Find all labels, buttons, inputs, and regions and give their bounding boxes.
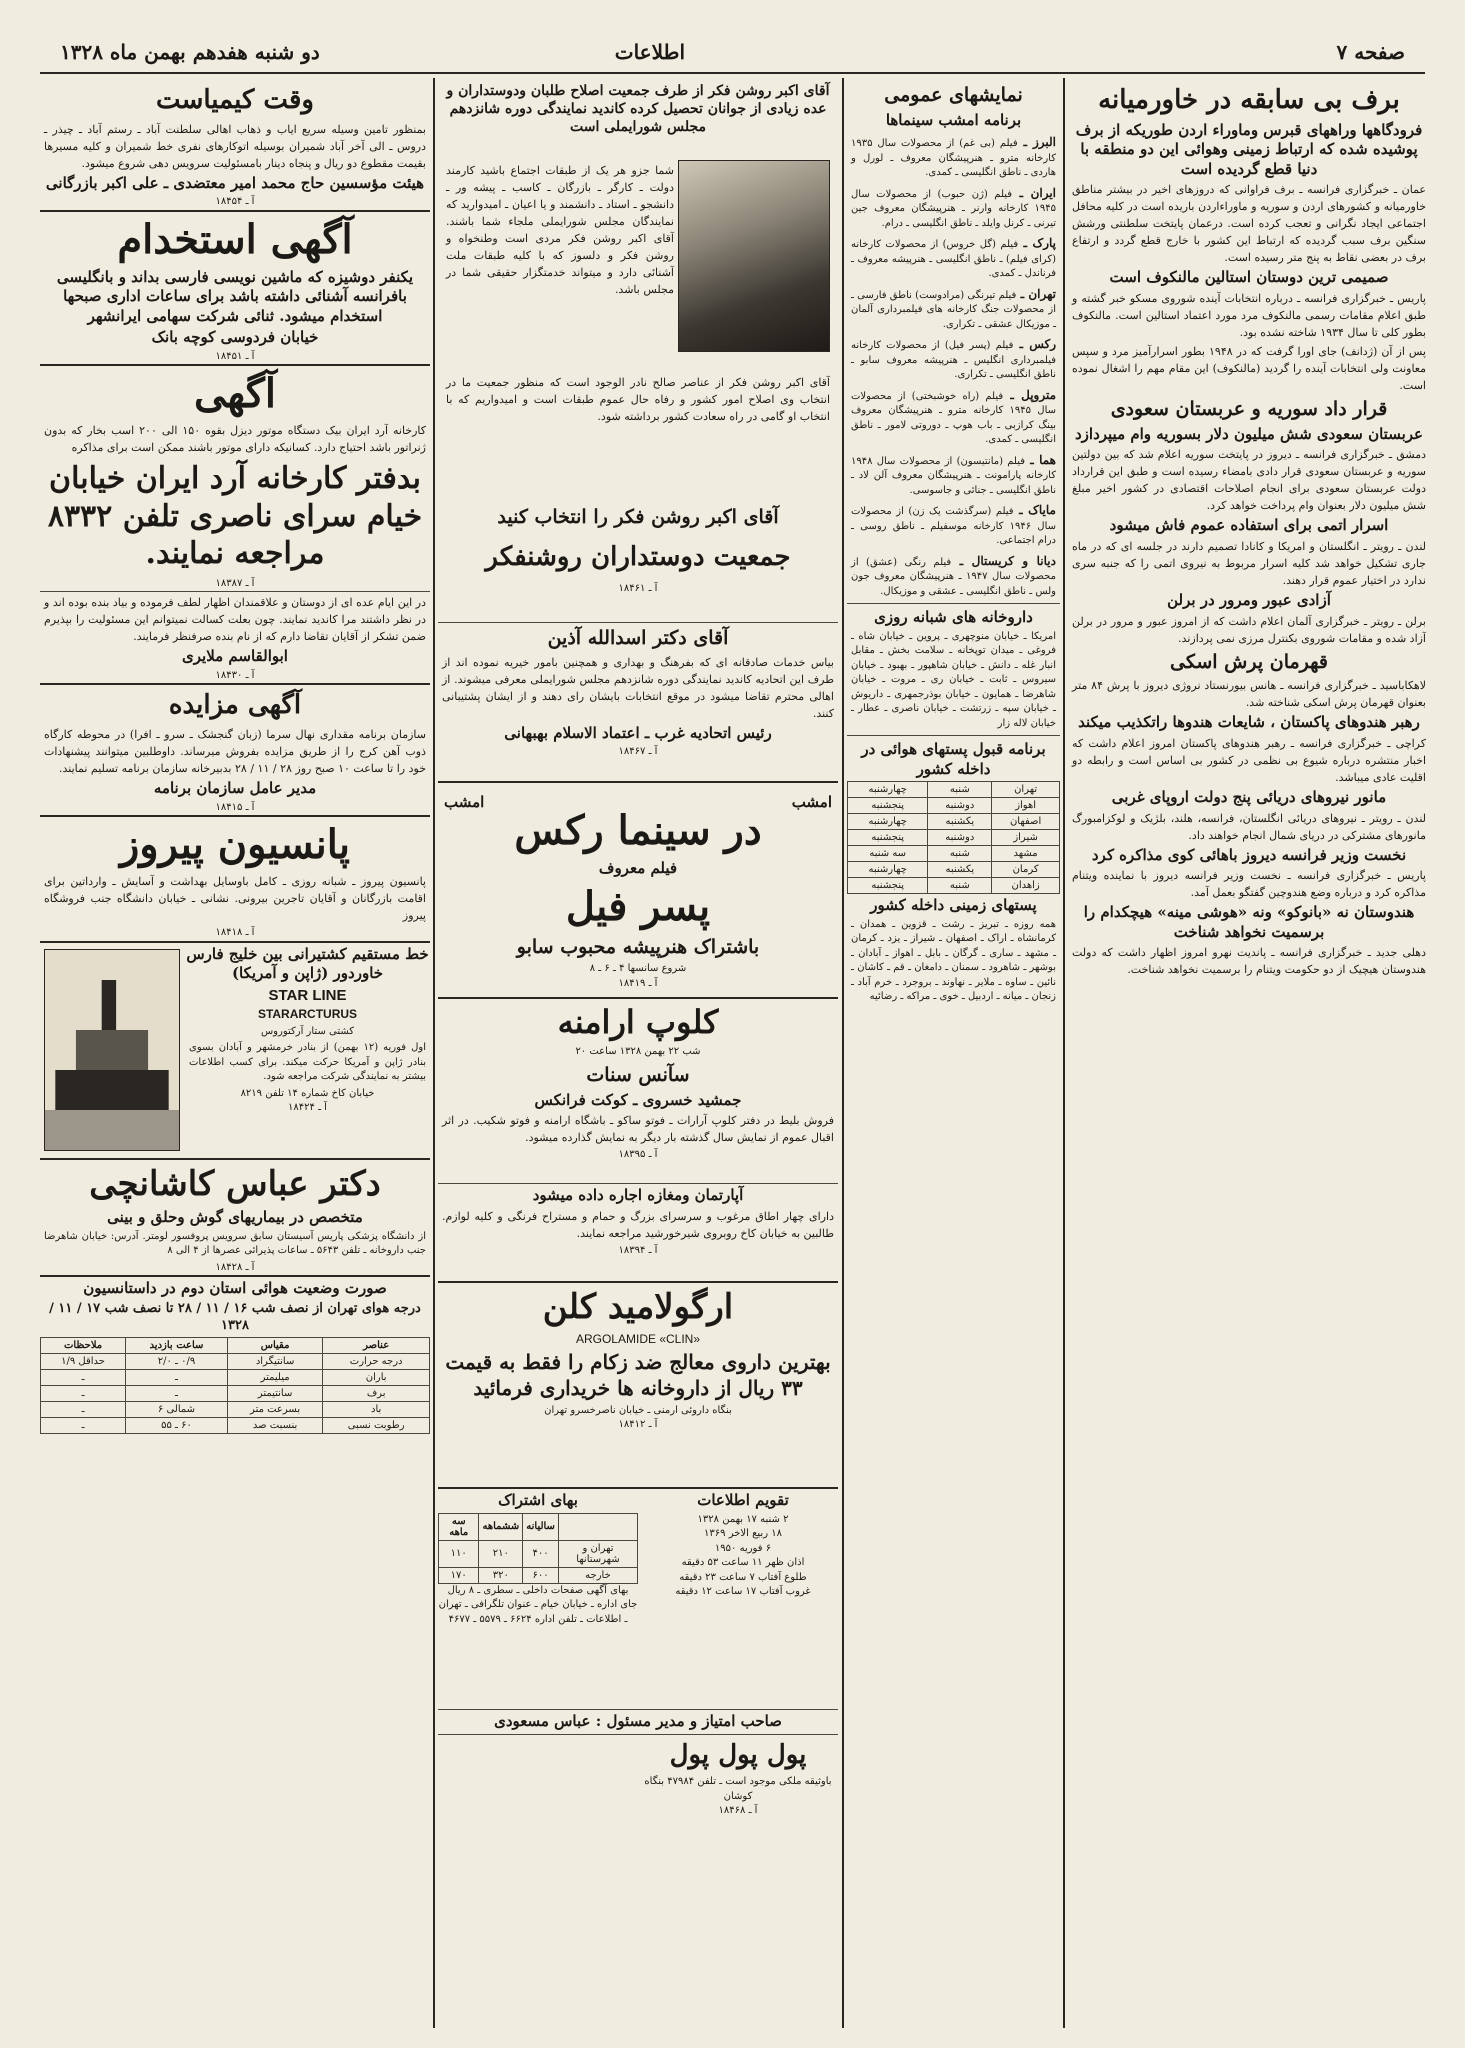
cinema-listing [851,336,1056,383]
thanks-notice [40,594,430,683]
rex-title: در سینما رکس [514,807,762,854]
cinema-listing [851,134,1056,181]
table-row [848,814,1060,830]
auction-ad [40,689,430,815]
cinema-name: پارک ـ [1018,236,1056,251]
table-header-cell: سه ماهه [439,1513,479,1540]
flour-ad-address: بدفتر کارخانه آرد ایران خیابان خیام سرای ناصری تلفن ۸۳۳۲ مراجعه نمایند. [47,461,423,572]
auction-signature: مدیر عامل سازمان برنامه [153,779,317,798]
auction-body: سازمان برنامه مقداری نهال سرما (زبان گنجشک ـ سرو ـ افرا) در محوطه کارگاه ذوب آهن کرج را از طریق مزایده بفروش میرساند. داوطلبین میتوانند پیشنهادات خود را تا ساعت ۱۰ صبح روز ۲۸ / ۱۱ / ۲۸ بدبیرخانه سازمان برنامه تسلیم نمایند. [44,727,426,775]
article-france-body: پاریس ـ خبرگزاری فرانسه ـ نخست وزیر فرانسه دیروز با نماینده ویتنام مذاکره کرد و درباره وضع هندوچین گفتگو بعمل آمد. [1072,869,1426,900]
table-row [439,1567,638,1583]
cinema-name: البرز ـ [1017,135,1056,150]
divider [40,364,430,366]
cinema-name: رکس ـ [1013,337,1057,352]
table-cell: زاهدان [992,878,1060,894]
cinema-listing [851,235,1056,282]
article-india-body: دهلی جدید ـ خبرگزاری فرانسه ـ پاندیت نهرو امروز اظهار داشت که دولت هندوستان هیچیک از دو حکومت ویتنام را برسمیت نخواهد شناخت. [1072,946,1426,977]
table-cell: کرمان [992,862,1060,878]
candidate-ad-roshanfekr [438,82,838,622]
ad-code: آ ـ ۱۸۴۱۲ [618,1419,658,1431]
page-number: صفحه ۷ [1336,40,1405,64]
headline-ski: قهرمان پرش اسکی [1170,650,1328,673]
adin-body: بیاس خدمات صادقانه ای که بفرهنگ و بهداری و همچنین بامور خیریه نموده اند از طرف این اتحادیه کاندید نمایندگی دوره شانزدهم مجلس شورایملی معرفی میشوند. از اهالی محترم تقاضا میشود در موقع انتخابات بایشان رای دهند و از ایشان پشتیبانی کنند. [442,655,834,720]
candidate-ad-body: شما جزو هر یک از طبقات اجتماع باشید کارمند دولت ـ کارگر ـ بازرگان ـ کاسب ـ پیشه ور ـ دانشجو ـ استاد ـ دانشمند و یا اعیان ـ امیدوارید که نمایندگان مجلس شورایملی ملجاء شما باشند. آقای اکبر روشن فکر مردی است وطنخواه و روشن فکر و دلسوز که با کلیه طبقات ملت آشنائی دارد و میتواند خدمتگزار حقیقی شما در مجلس باشد. [446,164,674,297]
table-cell: تهران و شهرستانها [558,1540,637,1567]
article-pakistan-body: کراچی ـ خبرگزاری فرانسه ـ رهبر هندوهای پاکستان امروز اعلام داشت که اخبار منتشره درباره شیوع بی نظمی در کشور بی اساس است و رابطه دو اقلیت عادی میباشد. [1072,736,1426,784]
thanks-body: در این ایام عده ای از دوستان و علاقمندان اظهار لطف فرموده و بیاد بنده بوده اند و در نظر داشتند مرا کاندید نمایند. چون بعلت کسالت نمیتوانم این مسئولیت را بپذیرم ضمن تشکر از آقایان تقاضا دارم که از نام بنده صرفنظر فرمایند. [44,596,426,644]
loan-ad-title: پول پول پول [669,1739,807,1770]
cinema-listing [851,387,1056,448]
calendar-box [648,1489,838,1602]
vaght-ad [40,84,430,210]
article-atom-body: لندن ـ رویتر ـ انگلستان و امریکا و کانادا تصمیم دارند در جلسه ای که در ماه جاری تشکیل خواهد شد کلیه اسرار مربوط به نیروی اتمی را که جنبه سری ندارد در اختیار عموم قرار دهند. [1072,539,1426,587]
pension-body: پانسیون پیروز ـ شبانه روزی ـ کامل باوسایل بهداشت و آسایش ـ وارداتین برای اقامت بازرگانان و آقایان تاجرین بیرونی. نشانی ـ خیابان دانشگاه جنب فروشگاه پیروز [44,875,426,923]
cinema-name: متروپل ـ [1003,387,1056,402]
table-cell: ۶۰۰ [523,1567,559,1583]
table-cell: دوشنبه [928,798,992,814]
table-row [848,782,1060,798]
table-cell: خارجه [558,1567,637,1583]
table-header-cell: سالیانه [523,1513,559,1540]
pharmacies-list: امریکا ـ خیابان منوچهری ـ پروین ـ خیابان شاه ـ فروغی ـ میدان توپخانه ـ سلامت بخش ـ مقابل انبار غله ـ دانش ـ خیابان شاهپور ـ بهبود ـ خیابان سیروس ـ ثابت ـ خیابان ری ـ مروت ـ خیابان شاهرضا ـ همایون ـ خیابان بوذرجمهری ـ داریوش ـ خیابان سپه ـ زرتشت ـ خیابان ناصری ـ عطار ـ خیابان لاله زار [851,630,1056,729]
ad-code: آ ـ ۱۸۴۱۹ [618,977,658,989]
vaght-signature: هیئت مؤسسین حاج محمد امیر معتضدی ـ علی اکبر بازرگانی [45,173,425,192]
table-cell: ـ [126,1385,228,1401]
cinemas-subtitle: برنامه امشب سینماها [885,110,1022,129]
loan-ad-box [638,1735,838,1819]
table-row [848,830,1060,846]
flour-ad-title: آگهی [194,370,276,418]
pharmacies-title: داروخانه های شبانه روزی [874,608,1033,627]
table-cell: شنبه [928,846,992,862]
article-ski-body: لاهکاباسید ـ خبرگزاری فرانسه ـ هانس بیورنستاد نروژی دیروز با پرش ۸۴ متر بعنوان قهرمان پرش اسکی شناخته شد. [1072,679,1427,710]
armenian-club-ad [438,1003,838,1183]
cinema-program: فیلم تیرنگی (مرادوست) ناطق فارسی ـ از محصولات جنگ کارخانه های فیلمبرداری آلمان ـ موزیکال عشقی ـ تکراری. [851,289,1056,330]
argolamide-ad [438,1287,838,1487]
divider [438,622,838,623]
pension-ad [40,821,430,941]
table-cell: دوشنبه [928,830,992,846]
table-cell: سانتیمتر [227,1385,322,1401]
table-row [41,1385,430,1401]
ad-code: آ ـ ۱۸۴۲۸ [215,1261,255,1273]
shipping-ad [40,943,430,1158]
table-cell: اهواز [992,798,1060,814]
ad-code: آ ـ ۱۸۴۱۵ [215,801,255,813]
employment-address: خیابان فردوسی کوچه بانک [151,328,319,347]
weather-subtitle: درجه هوای تهران از نصف شب ۱۶ / ۱۱ / ۲۸ تا نصف شب ۱۷ / ۱۱ / ۱۳۲۸ [49,1300,421,1333]
subscription-note: بهای آگهی صفحات داخلی ـ سطری ـ ۸ ریال [447,1584,629,1596]
table-cell: بنسبت صد [227,1417,322,1433]
cinema-program: فیلم (بی غم) از محصولات سال ۱۹۳۵ کارخانه مترو ـ هنرپیشگان معروف ـ لورل و هاردی ـ ناطق انگلیسی ـ کمدی. [851,138,1056,179]
table-cell: چهارشنبه [848,814,928,830]
headline-pakistan: رهبر هندوهای پاکستان ، شایعات هندوها راتکذیب میکند [1078,713,1420,732]
ship-icon [45,950,179,1150]
divider [40,1275,430,1277]
article-stalin-body: پاریس ـ خبرگزاری فرانسه ـ درباره انتخابات آینده شوروی مسکو خبر گشته و طبق اعلام مقامات رسمی مالنکوف مرد مورد اعتماد استالین است. مالنکوف بطور کلی تا سال ۱۹۳۴ شاخته نشده بود. [1072,291,1426,339]
table-cell: حداقل ۱/۹ [41,1353,126,1369]
rex-film-name: پسر فیل [565,882,711,930]
table-row [439,1540,638,1567]
table-cell: چهارشنبه [848,782,928,798]
cinema-program: فیلم رنگی (عشق) از محصولات سال ۱۹۴۷ ـ هنرپیشگان معروف جون ولس ـ ناطق انگلیسی ـ عشقی و موزیکال. [851,556,1056,597]
cinema-program: فیلم (گل خروس) از محصولات کارخانه (کرای فیلم) ـ ناطق انگلیسی ـ هنرپیشه معروف ـ فرناندل ـ کمدی. [851,239,1056,280]
weather-table [40,1337,430,1434]
cinema-program: فیلم (راه خوشبختی) از محصولات سال ۱۹۴۵ کارخانه مترو ـ هنرپیشگان معروف بینگ کرازبی ـ باب هوپ ـ دوروتی لامور ـ ناطق انگلیسی ـ کمدی. [851,390,1056,446]
divider [438,1281,838,1283]
air-mail-table [847,781,1060,894]
cinema-program: فیلم (پسر فیل) از محصولات کارخانه فیلمبرداری انگلیس ـ هنرپیشه معروف سابو ـ ناطق انگلیسی ـ تکراری. [851,340,1056,381]
ad-code: آ ـ ۱۸۳۹۴ [618,1244,658,1256]
calendar-rows [654,1513,832,1600]
divider [438,1709,838,1710]
club-body: فروش بلیط در دفتر کلوپ آرارات ـ فوتو ساکو ـ باشگاه ارامنه و فوتو شکیب. در اثر اقبال عموم از نمایش سال گذشته بار دیگر به نمایش گذارده میشود. [442,1114,834,1145]
shipping-title: خط مستقیم کشتیرانی بین خلیج فارس خاوردور (ژاپن و آمریکا) [186,944,429,983]
table-cell: درجه حرارت [323,1353,430,1369]
rex-cinema-ad [438,787,838,997]
table-cell: سه شنبه [848,846,928,862]
thanks-signature: ابوالقاسم ملایری [182,647,288,666]
table-header-row [41,1337,430,1353]
weather-title: صورت وضعیت هوائی استان دوم در داستانسیون [83,1279,387,1298]
cinema-program: فیلم (سرگذشت یک زن) از محصولات سال ۱۹۴۶ کارخانه موسفیلم ـ ناطق روسی ـ درام اجتماعی. [851,506,1056,547]
column-rule [433,78,435,2028]
subscription-table [438,1513,638,1584]
headline-france: نخست وزیر فرانسه دیروز باهائی کوی مذاکره کرد [1091,845,1407,864]
headline-atom: اسرار اتمی برای استفاده عموم فاش میشود [1109,516,1389,535]
apartment-title: آپارتمان ومغازه اجاره داده میشود [532,1186,744,1204]
table-row [848,878,1060,894]
headline-snow: برف بی سابقه در خاورمیانه [1098,85,1400,115]
headline-stalin: صمیمی ترین دوستان استالین مالنکوف است [1109,268,1389,287]
column-rule [842,78,844,2028]
auction-title: آگهی مزایده [168,690,302,721]
apartment-body: دارای چهار اطاق مرغوب و سرسرای بزرگ و حمام و مستراح فرنگی و کلیه لوازم. طالبین به خیابان کاخ روبروی شیرخورشید مراجعه نمایند. [442,1209,834,1240]
divider [438,781,838,783]
candidate-ad-title: آقای اکبر روشن فکر از طرف جمعیت اصلاح طلبان ودوستداران و عده زیادی از جوانان تحصیل کرده کاندید نمایندگی دوره شانزدهم مجلس شورایملی است [446,83,830,136]
cinema-name: تهران ـ [1016,286,1056,301]
calendar-row: ۱۸ ربیع الاخر ۱۳۶۹ [704,1528,782,1539]
ad-code: آ ـ ۱۸۴۱۸ [215,927,255,939]
ad-code: آ ـ ۱۸۳۹۵ [618,1149,658,1161]
table-cell: ـ [41,1369,126,1385]
club-event: سآنس سنات [586,1063,690,1086]
calendar-row: اذان ظهر ۱۱ ساعت ۵۳ دقیقه [681,1557,805,1568]
table-cell: ۶۰ ـ ۵۵ [126,1417,228,1433]
ad-code: آ ـ ۱۸۴۶۷ [618,746,658,758]
divider [847,603,1060,604]
section-title-shows: نمایشهای عمومی [884,84,1023,106]
shipping-text [185,943,430,1116]
rex-showtimes: شروع سانسها ۴ ـ ۶ ـ ۸ [589,963,687,975]
cinema-listing [851,185,1056,232]
rex-star: باشتراک هنرپیشه محبوب سابو [516,935,760,958]
table-cell: تهران [992,782,1060,798]
table-cell: شنبه [928,782,992,798]
table-header-cell: مقیاس [227,1337,322,1353]
argolamide-agency: بنگاه داروئی ارمنی ـ خیابان ناصرخسرو تهران [544,1404,732,1416]
ad-code: آ ـ ۱۸۴۲۴ [288,1102,327,1114]
article-snow-body: عمان ـ خبرگزاری فرانسه ـ برف فراوانی که دروزهای اخیر در بیشتر مناطق خاورمیانه و کشورهای اردن و سوریه و ماوراءاردن باریده است در کلیه محافل اجتماعی ایجاد نگرانی و تعجب کرده است. درعمان پایتخت سلطنتی ورشش سنگین برف سبب گردیده که ارتباط این کشور با خارج قطع گردد و ارتفاع برف در بعضی نقاط به پنج متر رسیده است. [1072,183,1426,265]
table-cell: رطوبت نسبی [323,1417,430,1433]
ad-code: آ ـ ۱۸۳۸۷ [215,577,255,589]
ad-code: آ ـ ۱۸۴۶۱ [618,583,658,594]
table-cell: سانتیگراد [227,1353,322,1369]
employment-body: یکنفر دوشیزه که ماشین نویسی فارسی بداند و بانگلیسی بافرانسه آشنائی داشته باشد برای ساعات اداری صبحها استخدام میشود. ثنائی شرکت سهامی ایرانشهر [56,267,414,325]
divider [438,1183,838,1184]
table-cell: ۲۱۰ [479,1540,523,1567]
cinema-program: فیلم (ژن حبوب) از محصولات سال ۱۹۴۵ کارخانه وارنر ـ هنرپیشگان معروف جین تیرنی ـ کرنل وایلد ـ ناطق انگلیسی ـ درام. [851,188,1056,229]
shipping-vessel-name: STARARCTURUS [257,1007,358,1022]
subscription-title: بهای اشتراک [498,1491,578,1509]
divider [40,210,430,212]
subhead-syria: عربستان سعودی شش میلیون دلار بسوریه وام میپردازد [1074,424,1423,443]
argolamide-latin: ARGOLAMIDE «CLIN» [575,1331,701,1346]
table-cell: چهارشنبه [848,862,928,878]
subhead-snow: فرودگاهها وراههای قبرس وماوراء اردن طوریکه از برف پوشیده شده که ارتباط زمینی وهوائی این دو منطقه با دنیا قطع گردیده است [1075,120,1423,178]
employment-title: آگهی استخدام [117,215,353,263]
table-row [848,846,1060,862]
table-cell: شمالی ۶ [126,1401,228,1417]
club-date: شب ۲۲ بهمن ۱۳۲۸ ساعت ۲۰ [575,1046,701,1058]
shipping-address: خیابان کاخ شماره ۱۴ تلفن ۸۲۱۹ [240,1087,375,1099]
cinema-program: فیلم (مانتیسون) از محصولات سال ۱۹۴۸ کارخانه پارامونت ـ هنرپیشگان معروف آلن لاد ـ ناطق انگلیسی ـ جنائی و جاسوسی. [851,455,1056,496]
ad-code: آ ـ ۱۸۴۶۸ [718,1805,758,1816]
table-cell: مشهد [992,846,1060,862]
doctor-ad [40,1164,430,1276]
table-cell: ۱۷۰ [439,1567,479,1583]
table-row [41,1353,430,1369]
divider [40,591,430,592]
table-cell: یکشنبه [928,814,992,830]
header-rule [40,72,1425,74]
shipping-body: اول فوریه (۱۲ بهمن) از بنادر خرمشهر و آبادان بسوی بنادر ژاپن و آمریکا حرکت میکند. برای کسب اطلاعات بیشتر به نمایندگی شرکت مراجعه شود. [189,1042,426,1083]
table-cell: شنبه [928,878,992,894]
table-cell: باران [323,1369,430,1385]
candidate-ad-adin [438,626,838,781]
column-entertainment [847,80,1060,2025]
table-header-row [439,1513,638,1540]
pension-title: پانسیون پیروز [119,821,351,869]
table-cell: ـ [41,1417,126,1433]
cinema-name: مایاک ـ [1013,503,1056,518]
vaght-body: بمنظور تامین وسیله سریع ایاب و ذهاب اهالی سلطنت آباد ـ رستم آباد ـ چیذر ـ دروس ـ الی آخر آباد شمیران بوسیله اتوکارهای نفری خط شمیران و کلیه مسیرها بقیمت مقطوع دو ریال و پنجاه دینار بامسئولیت سرویس دهی شروع میشود. [44,122,426,170]
table-cell: پنجشنبه [848,878,928,894]
candidate-ad-call: آقای اکبر روشن فکر را انتخاب کنید [497,506,779,528]
ad-code: آ ـ ۱۸۴۵۱ [215,350,255,362]
doctor-body: از دانشگاه پزشکی پاریس آسیستان سابق سرویس پروفسور لومتر. آدرس: خیابان شاهرضا جنب داروخانه ـ تلفن ۵۶۴۳ ـ ساعات پذیرائی عصرها از ۴ الی ۸ [44,1230,426,1257]
article-maneuver-body: لندن ـ رویتر ـ نیروهای دریائی انگلستان، فرانسه، هلند، بلژیک و لوکزامبورگ مانورهای مشترکی در دریای شمال انجام خواهند داد. [1072,811,1426,842]
column-center-ads [438,80,838,2025]
shipping-vessel-fa: کشتی ستار آرکتوروس [260,1025,355,1037]
ship-illustration [44,949,180,1151]
air-mail-title: برنامه قبول پستهای هوائی در داخله کشور [861,740,1046,778]
table-cell: پنجشنبه [848,830,928,846]
rex-film-label: فیلم معروف [598,859,678,877]
loan-ad-poolpool [438,1735,838,1875]
flour-ad-body: کارخانه آرد ایران بیک دستگاه موتور دیزل بقوه ۱۵۰ الی ۲۰۰ اسب بخار که بدون ژنراتور باشد احتیاج دارد. کسانیکه دارای موتور باشند ممکن است برای مذاکره [44,424,426,455]
office-address: جای اداره ـ خیابان خیام ـ عنوان تلگرافی ـ تهران ـ اطلاعات ـ تلفن اداره ۶۶۲۴ ـ ۵۵۷۹ ـ ۴۶۷۷ [438,1599,638,1625]
table-row [41,1369,430,1385]
article-stalin-body-2: پس از آن (ژدانف) جای اورا گرفت که در ۱۹۴۸ بطور اسرارآمیز مرد و سپس معاونت ولی انتخابات آینده را گردید (مالنکوف) این مقام مهم را اشغال نموده است. [1072,344,1426,392]
calendar-title: تقویم اطلاعات [697,1491,789,1509]
ad-code: آ ـ ۱۸۴۵۴ [215,196,255,208]
weather-report [40,1279,430,1433]
divider [40,683,430,685]
headline-syria: قرار داد سوریه و عربستان سعودی [1110,398,1388,421]
argolamide-title: ارگولامید کلن [542,1287,734,1327]
cinema-listing [851,452,1056,499]
headline-india: هندوستان نه «بانوکو» ونه «هوشی مینه» هیچکدام را برسمیت نخواهد شناخت [1083,903,1415,941]
table-cell: پنجشنبه [848,798,928,814]
table-cell: شیراز [992,830,1060,846]
article-syria-body: دمشق ـ خبرگزاری فرانسه ـ دیروز در پایتخت سوریه اعلام شد که بین دولتین سوریه و عربستان سعودی قرار دادی بامضاء رسیده است و طبق این قرارداد دولت عربستان سعودی برای انجام اصلاحات اقتصادی در کشور اخیر مبلغ شش میلیون دلار بعنوان وام پرداخت خواهد کرد. [1072,448,1426,513]
cinema-name: ایران ـ [1012,185,1057,200]
table-cell: ۳۲۰ [479,1567,523,1583]
table-row [848,862,1060,878]
club-title: کلوپ ارامنه [557,1003,719,1041]
column-world-news [1068,80,1430,2025]
table-header-cell [558,1513,637,1540]
cinema-name: دیانا و کریستال ـ [951,553,1056,568]
adin-title: آقای دکتر اسدالله آذین [547,627,729,649]
table-cell: یکشنبه [928,862,992,878]
calendar-row: ۲ شنبه ۱۷ بهمن ۱۳۲۸ [697,1513,789,1525]
divider [40,815,430,817]
apartment-ad [438,1186,838,1281]
club-cast: جمشید خسروی ـ کوکت فرانکس [534,1090,742,1109]
table-cell: ۰/۹ ـ ۲/۰ [126,1353,228,1369]
rex-tonight-left: امشب [444,793,485,811]
table-header-cell: عناصر [323,1337,430,1353]
table-row [848,798,1060,814]
calendar-row: طلوع آفتاب ۷ ساعت ۲۳ دقیقه [679,1571,807,1583]
table-cell: ـ [41,1385,126,1401]
table-header-cell: ملاحظات [41,1337,126,1353]
cinema-listing [851,502,1056,549]
vaght-title: وقت کیمیاست [156,85,314,115]
calendar-row: ۶ فوریه ۱۹۵۰ [714,1542,772,1554]
table-cell: برف [323,1385,430,1401]
cinema-listing [851,286,1056,333]
calendar-subscription-box [438,1489,838,1709]
table-cell: ـ [126,1369,228,1385]
candidate-ad-signature: جمعیت دوستداران روشنفکر [485,542,791,572]
table-cell: میلیمتر [227,1369,322,1385]
flour-factory-ad [40,370,430,591]
table-header-cell: ساعت بازدید [126,1337,228,1353]
cinema-list [847,134,1060,599]
table-cell: باد [323,1401,430,1417]
column-classifieds [40,80,430,2025]
table-row [41,1417,430,1433]
doctor-specialty: متخصص در بیماریهای گوش وحلق و بینی [107,1208,363,1227]
article-berlin-body: برلن ـ رویتر ـ خبرگزاری آلمان اعلام داشت که از امروز عبور و مرور در برلن آزاد شده و مقامات شوروی بکنترل مرزی نمی پردازند. [1072,614,1426,645]
argolamide-slogan: بهترین داروی معالج ضد زکام را فقط به قیمت ۳۳ ریال از داروخانه ها خریداری فرمائید [445,1349,831,1400]
table-cell: بسرعت متر [227,1401,322,1417]
issue-date: دو شنبه هفدهم بهمن ماه ۱۳۲۸ [60,40,320,64]
doctor-name: دکتر عباس کاشانچی [89,1163,381,1204]
table-cell: ۱۱۰ [439,1540,479,1567]
headline-maneuver: مانور نیروهای دریائی پنج دولت اروپای غربی [1111,788,1387,807]
ad-code: آ ـ ۱۸۴۳۰ [215,669,255,681]
subscription-box [438,1489,638,1627]
cinema-listing [851,553,1056,600]
column-rule [1063,78,1065,2028]
divider [40,1158,430,1160]
rex-tonight-right: امشب [791,793,832,811]
employment-ad [40,216,430,365]
newspaper-name: اطلاعات [614,40,685,64]
table-cell: اصفهان [992,814,1060,830]
publisher-line: صاحب امتیاز و مدیر مسئول : عباس مسعودی [494,1712,782,1730]
shipping-line-name: STAR LINE [268,986,347,1004]
cinema-name: هما ـ [1025,452,1056,467]
adin-signature: رئیس اتحادیه غرب ـ اعتماد الاسلام بهبهانی [504,723,772,742]
table-header-cell: ششماهه [479,1513,523,1540]
calendar-row: غروب آفتاب ۱۷ ساعت ۱۲ دقیقه [675,1586,811,1597]
divider [847,735,1060,736]
table-cell: ۴۰۰ [523,1540,559,1567]
ground-mail-list: همه روزه ـ تبریز ـ رشت ـ قزوین ـ همدان ـ کرمانشاه ـ اراک ـ اصفهان ـ شیراز ـ یزد ـ کرمان ـ مشهد ـ ساری ـ گرگان ـ بابل ـ اهواز ـ آبادان ـ بوشهر ـ شاهرود ـ سمنان ـ دامغان ـ قم ـ کاشان ـ نائین ـ ساوه ـ ملایر ـ نهاوند ـ بروجرد ـ خرم آباد ـ زنجان ـ میانه ـ اردبیل ـ خوی ـ مراکه ـ رضائیه [851,918,1056,1003]
table-cell: ـ [41,1401,126,1417]
headline-berlin: آزادی عبور ومرور در برلن [1167,591,1331,610]
loan-ad-body: باوثیقه ملکی موجود است ـ تلفن ۴۷۹۸۴ بنگاه کوشان [644,1776,832,1802]
divider [438,997,838,999]
candidate-portrait-photo [678,160,830,352]
candidate-ad-body-2: آقای اکبر روشن فکر از عناصر صالح نادر الوجود است که منظور جمعیت ما در انتخاب وی اصلاح امور کشور و رفاه حال عموم طبقات است و امیدواریم که با انتخاب او گامی در راه سعادت کشور برداشته شود. [446,376,830,424]
table-row [41,1401,430,1417]
ground-mail-title: پستهای زمینی داخله کشور [870,896,1037,915]
